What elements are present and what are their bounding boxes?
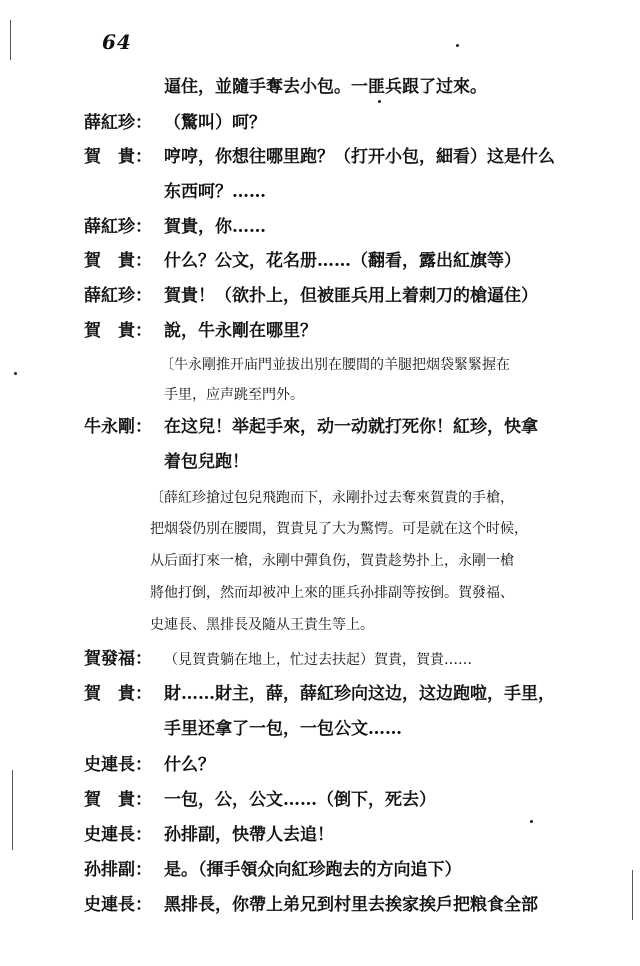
stage-direction: 將他打倒，然而却被冲上來的匪兵孙排副等按倒。賀發福、 <box>150 585 514 601</box>
dialogue-line: 牛永剛： 在这兒！举起手來，动一动就打死你！紅珍，快拿 <box>84 417 538 437</box>
dialogue-line: 薛紅珍： 賀貴，你…… <box>84 217 266 237</box>
dialogue-line: 賀發福： （見賀貴躺在地上，忙过去扶起）賀貴，賀貴…… <box>84 649 472 669</box>
speaker-name: 薛紅珍： <box>84 217 152 237</box>
page-number: 64 <box>102 30 132 54</box>
stage-direction: 把烟袋仍別在腰間，賀貴見了大为驚愕。可是就在这个时候， <box>150 521 528 537</box>
speaker-name: 賀 貴： <box>84 790 152 810</box>
stage-direction: 手里，应声跳至門外。 <box>164 387 304 403</box>
dialogue-line: 賀 貴： 說，牛永剛在哪里？ <box>84 321 317 341</box>
dialogue-line: 史連長： 孙排副，快帶人去追！ <box>84 825 334 845</box>
text-line: 逼住，並隨手奪去小包。一匪兵跟了过來。 <box>164 77 487 97</box>
speaker-name: 賀 貴： <box>84 147 152 167</box>
dialogue-line: 賀 貴： 哼哼，你想往哪里跑？（打开小包，細看）这是什么 <box>84 147 555 167</box>
speaker-name: 薛紅珍： <box>84 286 152 306</box>
speaker-name: 史連長： <box>84 755 152 775</box>
scan-speck <box>378 100 381 103</box>
scan-speck <box>456 44 459 47</box>
dialogue-continuation: 着包兒跑！ <box>164 452 249 472</box>
dialogue-line: 薛紅珍： 賀貴！（欲扑上，但被匪兵用上着刺刀的槍逼住） <box>84 286 538 306</box>
scan-edge-line <box>12 770 13 850</box>
dialogue-line: 史連長： 黑排長，你帶上弟兄到村里去挨家挨戶把粮食全部 <box>84 895 538 915</box>
scan-edge-line <box>632 870 633 920</box>
speaker-name: 孙排副： <box>84 860 152 880</box>
speaker-name: 史連長： <box>84 895 152 915</box>
dialogue-line: 孙排副： 是。（揮手領众向紅珍跑去的方向追下） <box>84 860 462 880</box>
scan-speck <box>530 820 533 823</box>
speaker-name: 史連長： <box>84 825 152 845</box>
speaker-name: 賀 貴： <box>84 321 152 341</box>
speaker-name: 賀 貴： <box>84 684 152 704</box>
scan-edge-line <box>10 20 11 60</box>
dialogue-continuation: 手里还拿了一包，一包公文…… <box>164 719 402 739</box>
dialogue-line: 薛紅珍： （驚叫）呵？ <box>84 113 266 133</box>
stage-direction: 从后面打來一槍，永剛中彈負伤，賀貴趁势扑上，永剛一槍 <box>150 553 514 569</box>
speaker-name: 薛紅珍： <box>84 113 152 133</box>
speaker-name: 賀 貴： <box>84 251 152 271</box>
dialogue-line: 賀 貴： 一包，公，公文……（倒下，死去） <box>84 790 436 810</box>
dialogue-line: 賀 貴： 什么？公文，花名册……（翻看，露出紅旗等） <box>84 251 521 271</box>
stage-direction: 〔牛永剛推开庙門並拔出別在腰間的羊腿把烟袋緊緊握在 <box>160 357 510 373</box>
dialogue-line: 賀 貴： 財……財主，薛，薛紅珍向这边，这边跑啦，手里， <box>84 684 555 704</box>
scan-speck <box>14 372 17 375</box>
speaker-name: 牛永剛： <box>84 417 152 437</box>
dialogue-line: 史連長： 什么？ <box>84 755 215 775</box>
speaker-name: 賀發福： <box>84 649 152 669</box>
stage-direction: 史連長、黑排長及隨从王貴生等上。 <box>150 617 374 633</box>
stage-direction: 〔薛紅珍搶过包兒飛跑而下，永剛扑过去奪來賀貴的手槍， <box>150 490 514 506</box>
dialogue-continuation: 东西呵？…… <box>164 182 266 202</box>
